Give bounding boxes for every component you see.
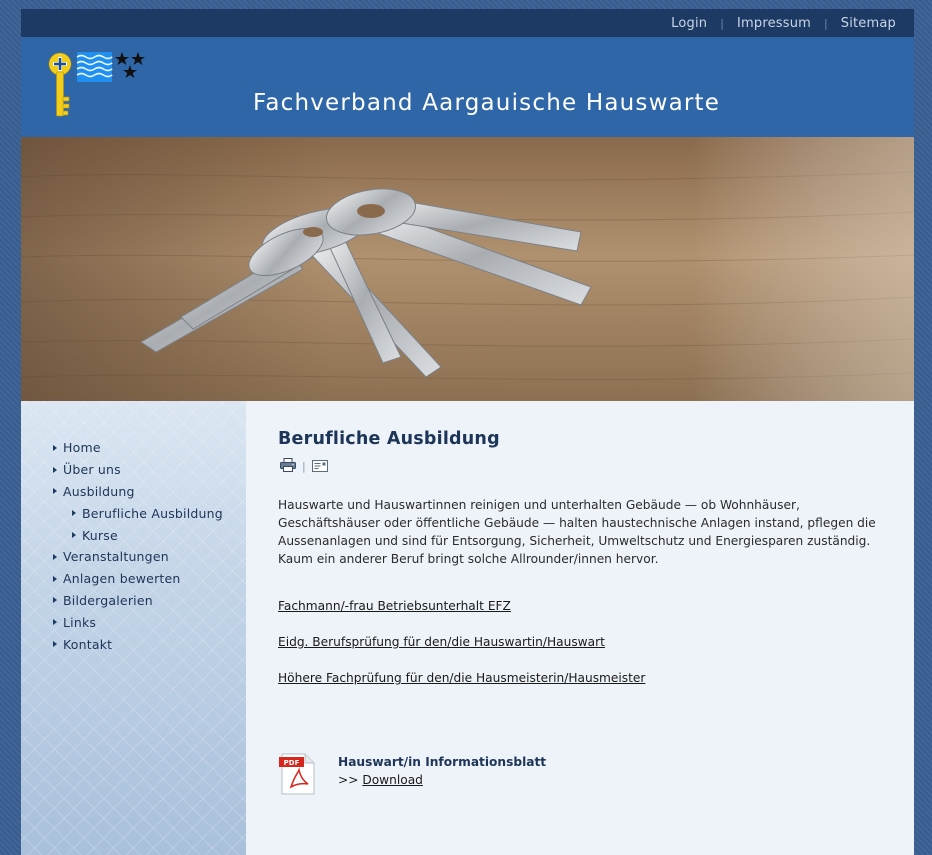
sidebar-item-bildergalerien[interactable] (53, 590, 223, 612)
triangle-right-icon (53, 641, 57, 647)
pdf-icon[interactable] (278, 753, 316, 799)
link-fachmann-betriebsunterhalt[interactable]: Fachmann/-frau Betriebsunterhalt EFZ (278, 599, 511, 613)
page-frame (21, 9, 914, 855)
divider: | (302, 460, 306, 473)
main-content (246, 401, 914, 855)
triangle-right-icon (53, 488, 57, 494)
sidebar-item-ausbildung[interactable] (53, 481, 223, 503)
triangle-right-icon (53, 467, 57, 473)
triangle-right-icon (72, 510, 76, 516)
sidebar-nav (53, 437, 223, 655)
sidebar-item-kurse[interactable] (53, 524, 223, 546)
link-berufspruefung-hauswart[interactable]: Eidg. Berufsprüfung für den/die Hauswartin/Hauswart (278, 635, 605, 649)
top-navigation (21, 9, 914, 37)
sidebar-item-label[interactable]: Home (63, 440, 101, 456)
page-tools (280, 457, 328, 476)
sidebar-item-veranstaltungen[interactable] (53, 546, 223, 568)
download-link[interactable]: Download (362, 773, 423, 787)
triangle-right-icon (72, 532, 76, 538)
sidebar-item-ueber-uns[interactable] (53, 459, 223, 481)
sidebar (21, 401, 246, 855)
pdf-badge-label: PDF (283, 759, 300, 767)
intro-line-2: Kaum ein anderer Beruf bringt solche Allrounder/innen hervor. (278, 552, 659, 566)
sidebar-item-label[interactable]: Kurse (82, 527, 118, 543)
page-title: Berufliche Ausbildung (278, 429, 500, 449)
impressum-link[interactable]: Impressum (736, 15, 812, 31)
download-text (338, 753, 638, 789)
login-link[interactable]: Login (671, 15, 708, 31)
sidebar-item-kontakt[interactable] (53, 633, 223, 655)
site-header (21, 37, 914, 137)
triangle-right-icon (53, 576, 57, 582)
key-flag-logo[interactable] (46, 50, 156, 126)
divider: | (824, 16, 828, 30)
triangle-right-icon (53, 619, 57, 625)
intro-text (278, 496, 878, 568)
triangle-right-icon (53, 445, 57, 451)
sidebar-item-label[interactable]: Links (63, 614, 97, 630)
triangle-right-icon (53, 554, 57, 560)
sidebar-item-label[interactable]: Bildergalerien (63, 592, 153, 608)
sidebar-item-berufliche-ausbildung[interactable] (53, 502, 223, 524)
download-title: Hauswart/in Informationsblatt (338, 755, 547, 769)
divider: | (720, 16, 724, 30)
hero-image-keys (21, 137, 914, 401)
sidebar-item-links[interactable] (53, 611, 223, 633)
site-title: Fachverband Aargauische Hauswarte (253, 90, 721, 116)
print-icon[interactable] (280, 457, 296, 476)
link-hoehere-fachpruefung[interactable]: Höhere Fachprüfung für den/die Hausmeisterin/Hausmeister (278, 671, 646, 685)
sidebar-item-label[interactable]: Über uns (63, 462, 121, 478)
training-links (278, 597, 645, 705)
intro-line-1: Hauswarte und Hauswartinnen reinigen und unterhalten Gebäude — ob Wohnhäuser, Geschäftshäuser oder öffentliche Gebäude — halten haustechnische Anlagen instand, pflegen die Aussenanlagen und sind für Entsorgung, Sicherheit, Umweltschutz und Energiesparen zuständig. (278, 498, 876, 548)
email-icon[interactable] (312, 457, 328, 476)
download-prefix: >> (338, 773, 359, 787)
sidebar-item-label[interactable]: Kontakt (63, 636, 113, 652)
sidebar-item-label[interactable]: Veranstaltungen (63, 549, 169, 565)
sitemap-link[interactable]: Sitemap (840, 15, 896, 31)
download-line (338, 771, 638, 789)
sidebar-item-label[interactable]: Ausbildung (63, 483, 135, 499)
sidebar-item-label[interactable]: Berufliche Ausbildung (82, 505, 223, 521)
triangle-right-icon (53, 597, 57, 603)
sidebar-item-anlagen-bewerten[interactable] (53, 568, 223, 590)
sidebar-item-home[interactable] (53, 437, 223, 459)
sidebar-item-label[interactable]: Anlagen bewerten (63, 571, 181, 587)
